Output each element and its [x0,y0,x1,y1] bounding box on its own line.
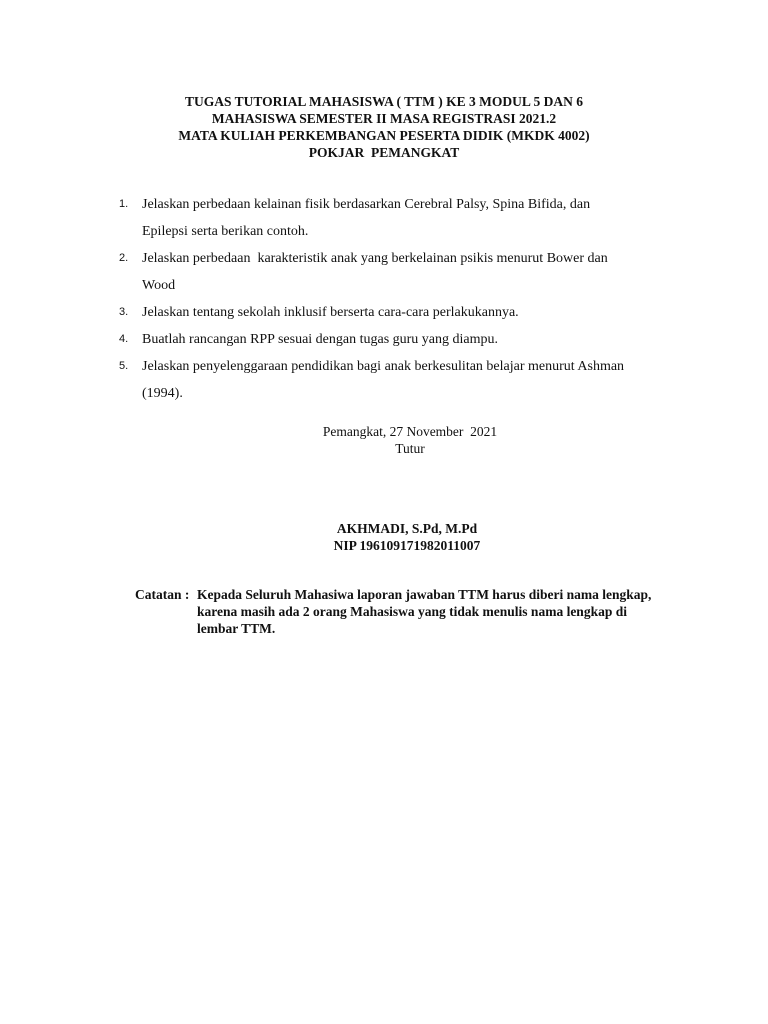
tutor-role: Tutur [395,441,425,456]
question-number: 4. [119,333,129,345]
question-text-line: Jelaskan tentang sekolah inklusif berserta cara-cara perlakukannya. [142,305,519,320]
question-text-line: Jelaskan penyelenggaraan pendidikan bagi anak berkesulitan belajar menurut Ashman [142,359,625,374]
note-line-1: Kepada Seluruh Mahasiwa laporan jawaban TTM harus diberi nama lengkap, [197,587,652,602]
question-text-line: Wood [142,278,176,293]
question-text-line: Epilepsi serta berikan contoh. [142,224,309,239]
question-number: 2. [119,252,129,264]
title-line-3: MATA KULIAH PERKEMBANGAN PESERTA DIDIK (MKDK 4002) [178,128,590,143]
question-text-line: (1994). [142,386,183,401]
question-item-3 [0,299,662,326]
title-line-2: MAHASISWA SEMESTER II MASA REGISTRASI 2021.2 [211,111,557,126]
question-text-line: Buatlah rancangan RPP sesuai dengan tugas guru yang diampu. [142,332,499,347]
document-title [0,93,768,161]
note-line-2: karena masih ada 2 orang Mahasiswa yang tidak menulis nama lengkap di [197,604,627,619]
question-item-2 [0,245,662,299]
tutor-name: AKHMADI, S.Pd, M.Pd [336,521,478,536]
question-number: 3. [119,306,129,318]
date-block [260,423,560,457]
title-line-1: TUGAS TUTORIAL MAHASISWA ( TTM ) KE 3 MODUL 5 DAN 6 [185,94,583,109]
question-item-1 [0,191,662,245]
note-block [135,586,677,637]
note-label: Catatan : [135,587,193,602]
signature-block [257,520,557,554]
title-line-4: POKJAR PEMANGKAT [308,145,460,160]
question-list [0,191,768,407]
question-text-line: Jelaskan perbedaan karakteristik anak yang berkelainan psikis menurut Bower dan [142,251,608,266]
question-item-4 [0,326,662,353]
note-text [197,586,677,637]
place-date: Pemangkat, 27 November 2021 [322,424,498,439]
question-number: 1. [119,198,129,210]
question-number: 5. [119,360,129,372]
question-text-line: Jelaskan perbedaan kelainan fisik berdasarkan Cerebral Palsy, Spina Bifida, dan [142,197,591,212]
note-line-3: lembar TTM. [197,621,276,636]
question-item-5 [0,353,662,407]
tutor-nip: NIP 196109171982011007 [333,538,481,553]
